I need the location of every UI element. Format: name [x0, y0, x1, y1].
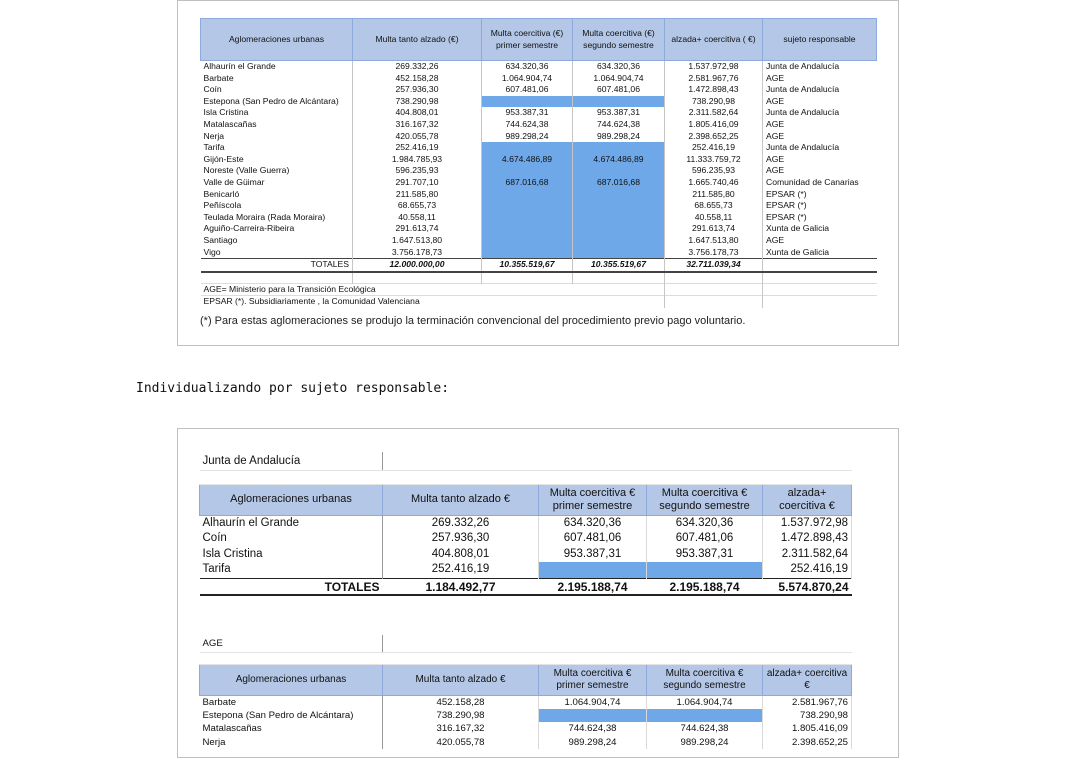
amount-cell: 1.064.904,74 [539, 695, 647, 709]
amount-cell [539, 709, 647, 722]
total-value: 1.184.492,77 [383, 578, 539, 595]
total-value: 32.711.039,34 [665, 259, 763, 272]
junta-andalucia-table [199, 452, 852, 596]
amount-cell: 1.472.898,43 [763, 531, 852, 547]
amount-cell: 1.472.898,43 [665, 84, 763, 96]
empty-cell [383, 652, 539, 664]
column-header: sujeto responsable [763, 19, 877, 61]
legend-note: EPSAR (*). Subsidiariamente , la Comunidad Valenciana [201, 296, 573, 308]
amount-cell: 3.756.178,73 [665, 247, 763, 259]
amount-cell: 68.655,73 [665, 200, 763, 212]
table-row [201, 177, 877, 189]
amount-cell: 452.158,28 [353, 73, 482, 85]
amount-cell [573, 223, 665, 235]
table-row [201, 84, 877, 96]
group-label-row [200, 452, 852, 470]
agglomeration-name: Vigo [201, 247, 353, 259]
responsible-subject: AGE [766, 118, 785, 129]
amount-cell: 634.320,36 [482, 61, 573, 73]
empty-cell [539, 452, 647, 470]
column-header: Multa coercitiva € segundo semestre [647, 664, 763, 695]
amount-cell [647, 709, 763, 722]
amount-cell: 2.398.652,25 [763, 736, 852, 749]
amount-cell: 4.674.486,89 [573, 154, 665, 166]
amount-cell [573, 247, 665, 259]
amount-cell [573, 235, 665, 247]
empty-cell [200, 652, 383, 664]
note-row [201, 283, 877, 296]
group-label-row [200, 635, 852, 652]
total-value: 12.000.000,00 [353, 259, 482, 272]
amount-cell [539, 562, 647, 578]
empty-cell [647, 470, 763, 484]
empty-cell [763, 259, 877, 272]
agglomeration-name: Tarifa [200, 562, 383, 578]
amount-cell [573, 142, 665, 154]
empty-cell [763, 470, 852, 484]
group-label: Junta de Andalucía [200, 452, 383, 470]
amount-cell: 2.581.967,76 [763, 695, 852, 709]
amount-cell: 687.016,68 [482, 177, 573, 189]
responsible-subject: AGE [766, 95, 785, 106]
table-row [201, 247, 877, 259]
agglomeration-name: Alhaurín el Grande [200, 515, 383, 531]
column-header: Multa coercitiva (€) segundo semestre [573, 19, 665, 61]
amount-cell: 1.537.972,98 [665, 61, 763, 73]
amount-cell: 634.320,36 [573, 61, 665, 73]
section-caption: Individualizando por sujeto responsable: [136, 381, 450, 396]
empty-cell [201, 272, 353, 284]
responsible-subject: Junta de Andalucía [766, 142, 840, 153]
total-value: 2.195.188,74 [647, 578, 763, 595]
totals-row [201, 259, 877, 272]
empty-cell [763, 652, 852, 664]
table-row [201, 107, 877, 119]
amount-cell: 596.235,93 [665, 165, 763, 177]
column-header: Aglomeraciones urbanas [200, 484, 383, 515]
amount-cell: 1.647.513,80 [353, 235, 482, 247]
empty-cell [665, 272, 763, 284]
amount-cell: 953.387,31 [647, 547, 763, 563]
empty-cell [763, 635, 852, 652]
spacer-row [200, 652, 852, 664]
amount-cell: 291.707,10 [353, 177, 482, 189]
amount-cell: 269.332,26 [353, 61, 482, 73]
empty-cell [353, 272, 482, 284]
amount-cell [482, 142, 573, 154]
amount-cell [482, 223, 573, 235]
table-row [201, 165, 877, 177]
agglomeration-name: Barbate [201, 73, 353, 85]
agglomeration-name: Estepona (San Pedro de Alcántara) [200, 709, 383, 722]
amount-cell: 404.808,01 [353, 107, 482, 119]
amount-cell [573, 165, 665, 177]
amount-cell [482, 200, 573, 212]
amount-cell: 2.311.582,64 [763, 547, 852, 563]
agglomeration-name: Alhaurín el Grande [201, 61, 353, 73]
amount-cell: 596.235,93 [353, 165, 482, 177]
responsible-subject: Xunta de Galicia [766, 223, 830, 234]
empty-cell [200, 470, 383, 484]
amount-cell: 1.064.904,74 [482, 73, 573, 85]
table-row [200, 562, 852, 578]
amount-cell: 1.665.740,46 [665, 177, 763, 189]
agglomeration-name: Peñíscola [201, 200, 353, 212]
amount-cell: 1.805.416,09 [665, 119, 763, 131]
empty-cell [482, 272, 573, 284]
agglomeration-name: Matalascañas [200, 722, 383, 735]
amount-cell [647, 562, 763, 578]
amount-cell [482, 212, 573, 224]
column-header: Multa coercitiva € segundo semestre [647, 484, 763, 515]
empty-cell [665, 296, 763, 308]
amount-cell: 989.298,24 [573, 131, 665, 143]
amount-cell [573, 212, 665, 224]
amount-cell: 211.585,80 [353, 189, 482, 201]
amount-cell: 744.624,38 [539, 722, 647, 735]
amount-cell [573, 200, 665, 212]
amount-cell: 744.624,38 [482, 119, 573, 131]
column-header: alzada+ coercitiva € [763, 484, 852, 515]
note-row [201, 296, 877, 308]
agglomeration-name: Aguiño-Carreira-Ribeira [201, 223, 353, 235]
amount-cell: 257.936,30 [383, 531, 539, 547]
amount-cell: 1.064.904,74 [647, 695, 763, 709]
column-header: Multa tanto alzado € [383, 484, 539, 515]
amount-cell: 2.311.582,64 [665, 107, 763, 119]
responsible-subject: Junta de Andalucía [766, 84, 840, 95]
amount-cell: 40.558,11 [353, 212, 482, 224]
responsible-subject: AGE [766, 72, 785, 83]
header-row [201, 19, 877, 61]
amount-cell: 634.320,36 [539, 515, 647, 531]
responsible-subject: AGE [766, 165, 785, 176]
table-row [200, 531, 852, 547]
amount-cell: 738.290,98 [353, 96, 482, 108]
amount-cell: 269.332,26 [383, 515, 539, 531]
table-row [200, 695, 852, 709]
table-row [201, 154, 877, 166]
table-row [201, 96, 877, 108]
amount-cell: 2.398.652,25 [665, 131, 763, 143]
amount-cell [482, 235, 573, 247]
table-row [200, 722, 852, 735]
table-row [201, 235, 877, 247]
amount-cell: 68.655,73 [353, 200, 482, 212]
agglomeration-name: Tarifa [201, 142, 353, 154]
amount-cell: 2.581.967,76 [665, 73, 763, 85]
empty-cell [573, 283, 665, 296]
amount-cell: 607.481,06 [647, 531, 763, 547]
empty-cell [539, 470, 647, 484]
agglomeration-name: Benicarló [201, 189, 353, 201]
table-row [201, 212, 877, 224]
empty-cell [763, 296, 877, 308]
amount-cell: 316.167,32 [383, 722, 539, 735]
amount-cell: 738.290,98 [665, 96, 763, 108]
agglomeration-name: Valle de Güimar [201, 177, 353, 189]
amount-cell: 1.064.904,74 [573, 73, 665, 85]
agglomeration-name: Isla Cristina [201, 107, 353, 119]
amount-cell: 420.055,78 [353, 131, 482, 143]
empty-cell [647, 652, 763, 664]
amount-cell: 252.416,19 [665, 142, 763, 154]
amount-cell: 40.558,11 [665, 212, 763, 224]
totals-label: TOTALES [201, 259, 353, 272]
legend-note: AGE= Ministerio para la Transición Ecológica [201, 283, 573, 296]
age-table [199, 635, 852, 749]
table-row [201, 200, 877, 212]
amount-cell: 953.387,31 [573, 107, 665, 119]
main-table-figure [177, 0, 899, 346]
amount-cell: 1.984.785,93 [353, 154, 482, 166]
amount-cell: 953.387,31 [539, 547, 647, 563]
empty-cell [383, 470, 539, 484]
amount-cell [482, 165, 573, 177]
table-row [201, 73, 877, 85]
agglomeration-name: Gijón-Este [201, 154, 353, 166]
responsible-subject: Junta de Andalucía [763, 61, 877, 73]
amount-cell: 252.416,19 [383, 562, 539, 578]
responsible-subject: EPSAR (*) [766, 188, 807, 199]
amount-cell: 953.387,31 [482, 107, 573, 119]
amount-cell: 316.167,32 [353, 119, 482, 131]
amount-cell: 989.298,24 [482, 131, 573, 143]
column-header: Multa tanto alzado € [383, 664, 539, 695]
amount-cell: 211.585,80 [665, 189, 763, 201]
amount-cell [573, 189, 665, 201]
agglomeration-name: Coín [200, 531, 383, 547]
main-fines-table [200, 18, 877, 308]
amount-cell: 744.624,38 [573, 119, 665, 131]
table-row [201, 189, 877, 201]
responsible-subject: EPSAR (*) [766, 211, 807, 222]
table-row [200, 547, 852, 563]
amount-cell: 607.481,06 [539, 531, 647, 547]
agglomeration-name: Noreste (Valle Guerra) [201, 165, 353, 177]
responsible-subject: Junta de Andalucía [766, 107, 840, 118]
column-header: Aglomeraciones urbanas [200, 664, 383, 695]
empty-cell [573, 296, 665, 308]
total-value: 10.355.519,67 [482, 259, 573, 272]
column-header: alzada+ coercitiva ( €) [665, 19, 763, 61]
amount-cell: 404.808,01 [383, 547, 539, 563]
agglomeration-name: Barbate [200, 695, 383, 709]
amount-cell: 291.613,74 [353, 223, 482, 235]
agglomeration-name: Teulada Moraira (Rada Moraira) [201, 212, 353, 224]
responsible-subject: EPSAR (*) [766, 200, 807, 211]
agglomeration-name: Coín [201, 84, 353, 96]
empty-cell [763, 272, 877, 284]
spacer-row [201, 272, 877, 284]
column-header: Aglomeraciones urbanas [201, 19, 353, 61]
amount-cell [482, 96, 573, 108]
agglomeration-name: Santiago [201, 235, 353, 247]
responsible-subject: AGE [766, 130, 785, 141]
amount-cell [482, 189, 573, 201]
empty-cell [647, 452, 763, 470]
amount-cell: 1.805.416,09 [763, 722, 852, 735]
amount-cell: 738.290,98 [383, 709, 539, 722]
amount-cell: 252.416,19 [763, 562, 852, 578]
total-value: 2.195.188,74 [539, 578, 647, 595]
amount-cell: 634.320,36 [647, 515, 763, 531]
column-header: alzada+ coercitiva € [763, 664, 852, 695]
header-row [200, 484, 852, 515]
column-header: Multa coercitiva (€) primer semestre [482, 19, 573, 61]
empty-cell [539, 635, 647, 652]
responsible-subject: Comunidad de Canarias [766, 176, 859, 187]
total-value: 10.355.519,67 [573, 259, 665, 272]
amount-cell: 3.756.178,73 [353, 247, 482, 259]
amount-cell [573, 96, 665, 108]
totals-label: TOTALES [200, 578, 383, 595]
responsible-subject: Xunta de Galicia [766, 246, 830, 257]
amount-cell: 420.055,78 [383, 736, 539, 749]
table-row [200, 515, 852, 531]
amount-cell: 687.016,68 [573, 177, 665, 189]
footnote: (*) Para estas aglomeraciones se produjo la terminación convencional del procedimiento previo pago voluntario. [200, 315, 746, 327]
amount-cell: 989.298,24 [647, 736, 763, 749]
totals-row [200, 578, 852, 595]
total-value: 5.574.870,24 [763, 578, 852, 595]
table-row [201, 142, 877, 154]
empty-cell [383, 452, 539, 470]
amount-cell: 744.624,38 [647, 722, 763, 735]
responsible-subject: AGE [766, 234, 785, 245]
amount-cell: 1.647.513,80 [665, 235, 763, 247]
empty-cell [573, 272, 665, 284]
empty-cell [763, 283, 877, 296]
empty-cell [647, 635, 763, 652]
column-header: Multa coercitiva € primer semestre [539, 484, 647, 515]
breakdown-figure [177, 428, 899, 758]
amount-cell: 291.613,74 [665, 223, 763, 235]
table-row [201, 131, 877, 143]
responsible-subject: AGE [766, 153, 785, 164]
amount-cell: 738.290,98 [763, 709, 852, 722]
column-header: Multa coercitiva € primer semestre [539, 664, 647, 695]
table-row [201, 61, 877, 73]
agglomeration-name: Matalascañas [201, 119, 353, 131]
amount-cell: 607.481,06 [573, 84, 665, 96]
amount-cell: 1.537.972,98 [763, 515, 852, 531]
amount-cell: 607.481,06 [482, 84, 573, 96]
empty-cell [383, 635, 539, 652]
spacer-row [200, 470, 852, 484]
table-row [201, 119, 877, 131]
amount-cell: 452.158,28 [383, 695, 539, 709]
amount-cell [482, 247, 573, 259]
empty-cell [665, 283, 763, 296]
table-row [201, 223, 877, 235]
agglomeration-name: Isla Cristina [200, 547, 383, 563]
table-row [200, 709, 852, 722]
agglomeration-name: Estepona (San Pedro de Alcántara) [201, 96, 353, 108]
amount-cell: 11.333.759,72 [665, 154, 763, 166]
amount-cell: 257.936,30 [353, 84, 482, 96]
agglomeration-name: Nerja [200, 736, 383, 749]
agglomeration-name: Nerja [201, 131, 353, 143]
empty-cell [539, 652, 647, 664]
column-header: Multa tanto alzado (€) [353, 19, 482, 61]
empty-cell [763, 452, 852, 470]
amount-cell: 989.298,24 [539, 736, 647, 749]
table-row [200, 736, 852, 749]
header-row [200, 664, 852, 695]
amount-cell: 252.416,19 [353, 142, 482, 154]
amount-cell: 4.674.486,89 [482, 154, 573, 166]
group-label: AGE [200, 635, 383, 652]
